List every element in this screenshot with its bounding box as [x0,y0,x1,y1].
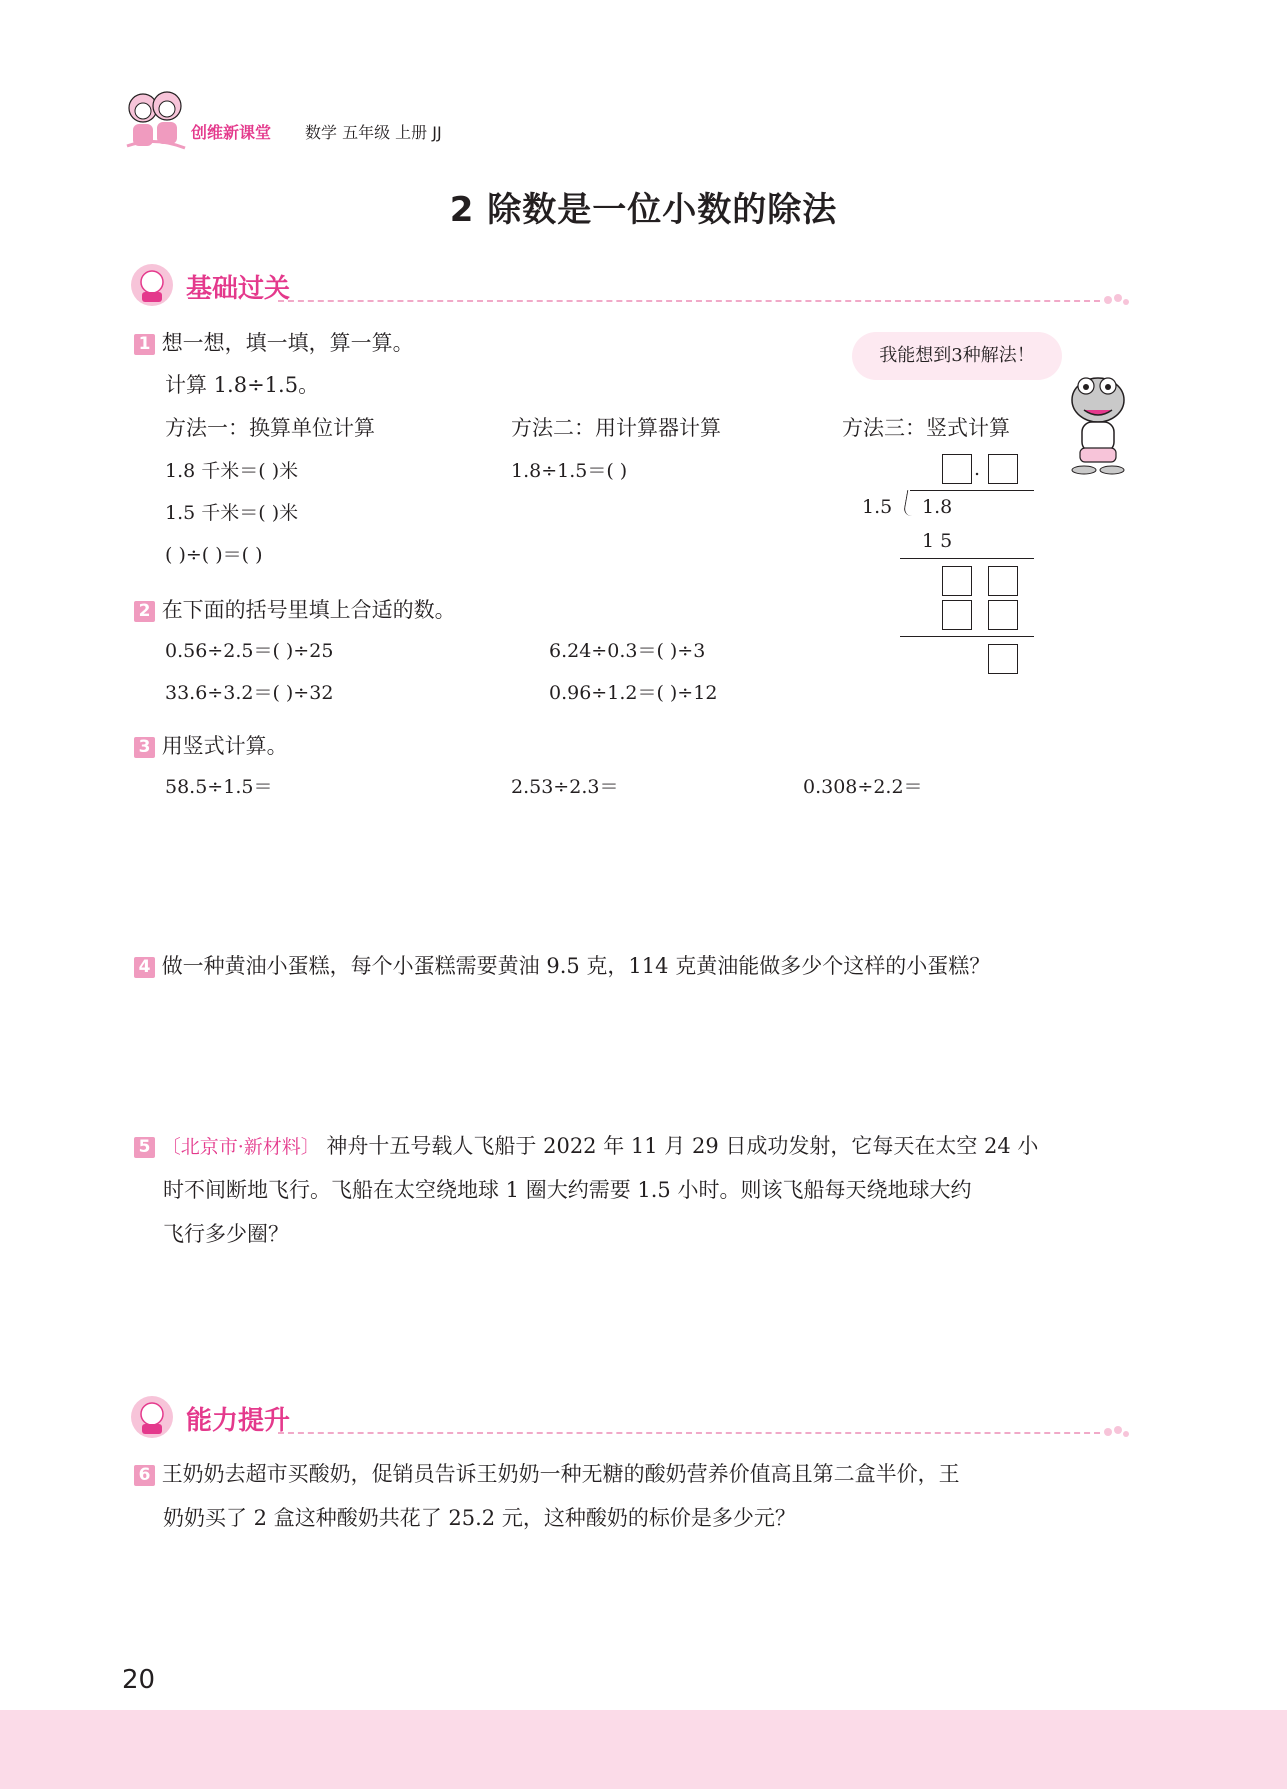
decimal-point: . [974,458,981,480]
question-number-badge: 3 [134,737,155,758]
mascot-badge-icon [128,262,176,308]
brand-name: 创维新课堂 [191,123,272,142]
question-text: 在下面的括号里填上合适的数。 [161,598,456,622]
question-5-line-1 [134,1130,1038,1160]
book-meta: 数学 五年级 上册 JJ [305,123,442,142]
mascot-badge-icon [128,1394,176,1440]
footer-band [0,1710,1287,1789]
division-bracket [903,490,917,516]
remainder-box-2[interactable] [988,566,1018,596]
product-box-2[interactable] [988,600,1018,630]
division-line-2 [900,636,1034,637]
question-5-line-2: 时不间断地飞行。飞船在太空绕地球 1 圈大约需要 1.5 小时。则该飞船每天绕地球大约 [163,1178,972,1202]
remainder-box-1[interactable] [942,566,972,596]
q3-item-2: 2.53÷2.3＝ [511,776,619,798]
speech-bubble: 我能想到3种解法！ [852,332,1062,380]
division-line-1 [900,558,1034,559]
method-2-line-1: 1.8÷1.5＝( ) [511,460,628,482]
q2-item-2: 6.24÷0.3＝( )÷3 [549,640,706,662]
question-2-prompt [134,594,456,624]
section-banner-advanced [128,1394,1130,1444]
dividend: 1.8 [922,496,953,518]
question-text: 王奶奶去超市买酸奶，促销员告诉王奶奶一种无糖的酸奶营养价值高且第二盒半价，王 [161,1462,960,1486]
question-text: 用竖式计算。 [161,734,288,758]
method-1-line-3: ( )÷( )＝( ) [165,544,263,566]
question-number-badge: 6 [134,1465,155,1486]
flower-dots-icon [1102,292,1130,308]
method-1-title: 方法一：换算单位计算 [165,416,375,440]
question-text: 想一想，填一填，算一算。 [161,331,414,355]
final-remainder-box[interactable] [988,644,1018,674]
q3-item-1: 58.5÷1.5＝ [165,776,273,798]
question-1-calc: 计算 1.8÷1.5。 [165,373,320,397]
frog-mascot-icon [1064,370,1132,476]
answer-box-2[interactable] [988,454,1018,484]
method-1-line-1: 1.8 千米＝( )米 [165,460,299,482]
question-5-line-3: 飞行多少圈？ [163,1222,289,1246]
subtrahend: 1 5 [922,530,953,552]
question-1-prompt [134,327,414,357]
method-3-title: 方法三：竖式计算 [842,416,1010,440]
long-division [850,446,1040,682]
section-title-basic: 基础过关 [186,274,291,304]
method-1-line-2: 1.5 千米＝( )米 [165,502,299,524]
division-bar [910,490,1034,491]
section-divider [278,300,1100,302]
page-title: 2 除数是一位小数的除法 [449,190,838,230]
method-2-title: 方法二：用计算器计算 [511,416,721,440]
page-header [125,86,545,156]
question-number-badge: 4 [134,957,155,978]
q2-item-1: 0.56÷2.5＝( )÷25 [165,640,334,662]
section-divider [278,1432,1100,1434]
flower-dots-icon [1102,1424,1130,1440]
question-6-line-2: 奶奶买了 2 盒这种酸奶共花了 25.2 元，这种酸奶的标价是多少元？ [163,1506,796,1530]
question-number-badge: 5 [134,1137,155,1158]
kids-mascot-icon [125,86,187,156]
q2-item-3: 33.6÷3.2＝( )÷32 [165,682,334,704]
answer-box-1[interactable] [942,454,972,484]
question-number-badge: 1 [134,334,155,355]
question-6-line-1 [134,1458,960,1488]
section-title-advanced: 能力提升 [186,1406,291,1436]
section-banner-basic [128,262,1130,312]
question-text: 做一种黄油小蛋糕，每个小蛋糕需要黄油 9.5 克，114 克黄油能做多少个这样的小蛋糕？ [161,954,991,978]
product-box-1[interactable] [942,600,972,630]
question-number-badge: 2 [134,601,155,622]
question-4 [134,950,990,980]
question-text: 神舟十五号载人飞船于 2022 年 11 月 29 日成功发射，它每天在太空 24 小 [326,1134,1039,1158]
question-3-prompt [134,730,288,760]
divisor: 1.5 [862,496,893,518]
page-number: 20 [122,1665,156,1695]
q3-item-3: 0.308÷2.2＝ [803,776,923,798]
source-tag: 〔北京市·新材料〕 [161,1136,320,1158]
q2-item-4: 0.96÷1.2＝( )÷12 [549,682,718,704]
